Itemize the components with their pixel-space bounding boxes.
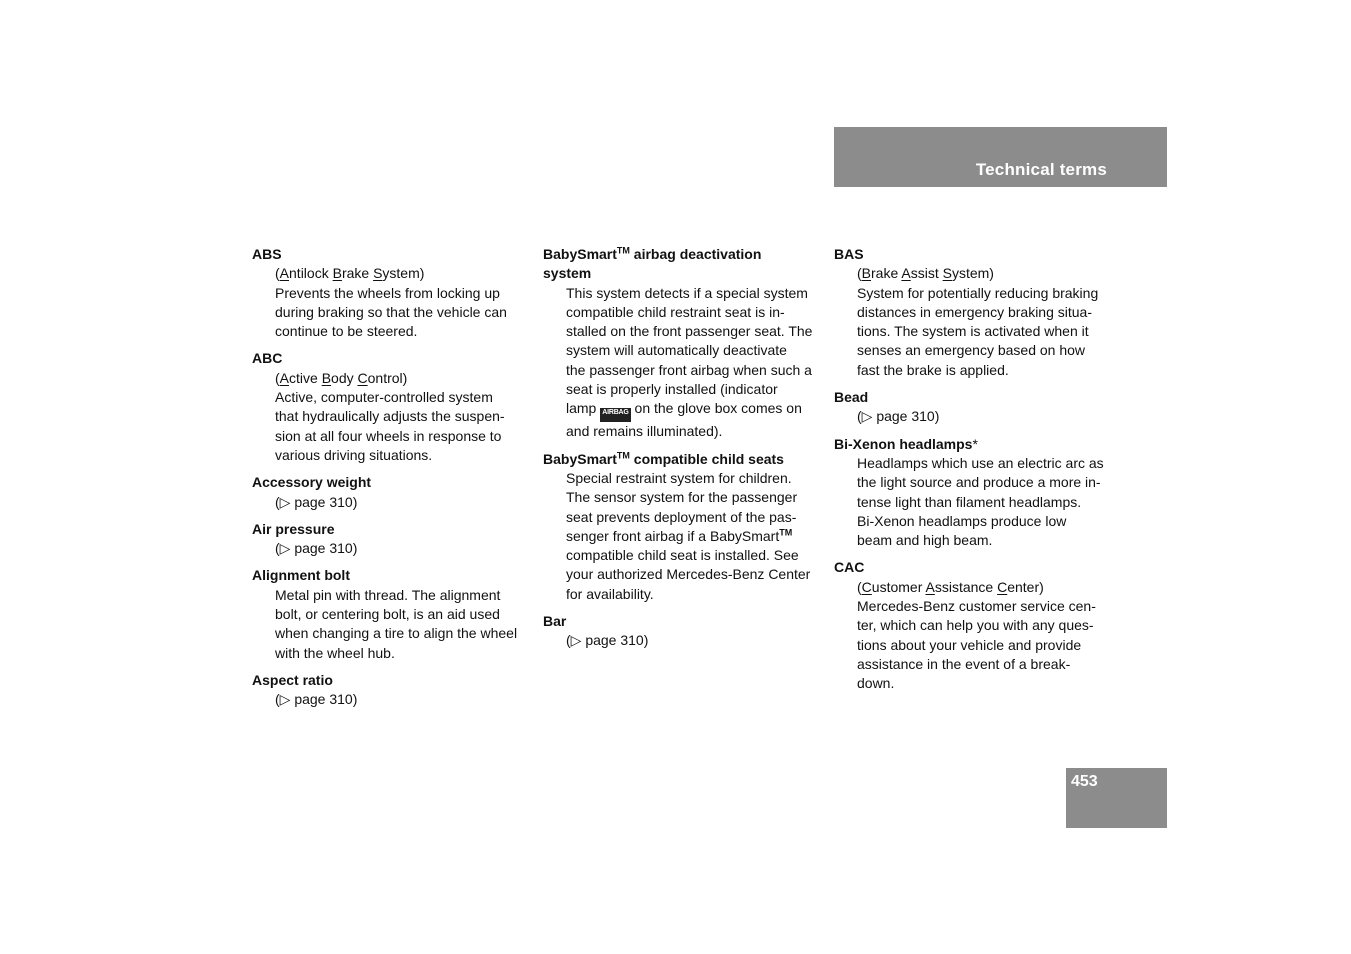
glossary-entry-babysmart-airbag-deactivation [543,245,821,442]
glossary-term: ABC [252,350,283,367]
glossary-definition [834,264,1112,380]
abbreviation-expansion: (Brake Assist System) [857,265,994,282]
definition-line: Active, computer-controlled system [275,389,493,406]
abbreviation-expansion: (Active Body Control) [275,369,408,386]
definition-line: System for potentially reducing braking [857,284,1099,301]
definition-line: seat is properly installed (indicator [566,381,778,398]
glossary-term: Bi-Xenon headlamps* [834,435,978,452]
definition-line: down. [857,675,895,692]
definition-line: tense light than filament headlamps. [857,493,1082,510]
definition-line: system will automatically deactivate [566,342,787,359]
glossary-term: ABS [252,246,282,262]
section-title: Technical terms [975,160,1107,179]
glossary-definition [543,469,821,604]
page-reference: (▷ page 310) [275,540,358,557]
definition-line: continue to be steered. [275,323,418,340]
glossary-entry-bead [834,388,1112,427]
glossary-definition [252,586,530,663]
page-reference: (▷ page 310) [857,408,940,425]
glossary-entry-cac [834,558,1112,693]
glossary-column-3 [834,245,1112,702]
definition-line: compatible child seat is installed. See [566,547,799,564]
glossary-definition [543,284,821,442]
definition-line: when changing a tire to align the wheel [275,625,518,642]
page-reference: (▷ page 310) [275,691,358,708]
definition-line: sion at all four wheels in response to [275,427,502,444]
definition-line: Prevents the wheels from locking up [275,284,500,301]
definition-line: Metal pin with thread. The alignment [275,586,501,603]
glossary-entry-accessory-weight [252,473,530,512]
glossary-term: CAC [834,559,865,576]
abbreviation-expansion: (Customer Assistance Center) [857,578,1044,595]
glossary-term: BabySmart™ compatible child seats [543,450,784,467]
glossary-definition [543,631,821,650]
abbreviation-expansion: (Antilock Brake System) [275,265,425,282]
glossary-term: BAS [834,246,864,262]
definition-line: senses an emergency based on how [857,342,1086,359]
definition-line: bolt, or centering bolt, is an aid used [275,606,500,623]
glossary-definition [252,264,530,341]
definition-line: Mercedes-Benz customer service cen- [857,598,1096,615]
definition-line: that hydraulically adjusts the suspen- [275,408,505,425]
definition-line: lamp AIRBAG on the glove box comes on [566,399,821,422]
glossary-term: Accessory weight [252,474,372,491]
definition-line: senger front airbag if a BabySmart™ [566,527,793,544]
glossary-definition [834,407,1112,426]
page-reference: (▷ page 310) [566,632,649,649]
definition-line: during braking so that the vehicle can [275,303,507,320]
definition-line: Headlamps which use an electric arc as [857,454,1104,471]
definition-line: tions. The system is activated when it [857,323,1089,340]
definition-line: fast the brake is applied. [857,361,1009,378]
definition-line: your authorized Mercedes-Benz Center [566,566,811,583]
glossary-term: Bar [543,613,567,630]
definition-line: various driving situations. [275,446,433,463]
page-reference: (▷ page 310) [275,493,358,510]
definition-line: assistance in the event of a break- [857,655,1071,672]
glossary-term: Air pressure [252,520,335,537]
glossary-entry-bas [834,245,1112,380]
definition-line: with the wheel hub. [275,644,395,661]
definition-line: beam and high beam. [857,532,993,549]
definition-line: compatible child restraint seat is in- [566,303,785,320]
glossary-definition [252,369,530,465]
glossary-column-1 [252,245,530,718]
glossary-term: Aspect ratio [252,671,333,688]
glossary-column-2 [543,245,821,659]
glossary-entry-abc [252,349,530,465]
definition-line: This system detects if a special system [566,284,808,301]
glossary-term: Alignment bolt [252,567,350,584]
definition-line: the passenger front airbag when such a [566,361,812,378]
glossary-entry-bar [543,612,821,651]
glossary-definition [252,493,530,512]
definition-line: Special restraint system for children. [566,469,792,486]
definition-line: and remains illuminated). [566,423,723,440]
definition-line: the light source and produce a more in- [857,474,1101,491]
definition-line: seat prevents deployment of the pas- [566,508,797,525]
glossary-entry-air-pressure [252,520,530,559]
definition-line: tions about your vehicle and provide [857,636,1082,653]
section-header-band [834,127,1167,187]
definition-line: ter, which can help you with any ques- [857,617,1094,634]
glossary-entry-aspect-ratio [252,671,530,710]
glossary-entry-babysmart-child-seats [543,450,821,604]
glossary-term: BabySmart™ airbag deactivation system [543,245,762,282]
glossary-definition [834,578,1112,694]
page-number: 453 [1071,773,1098,790]
definition-line: stalled on the front passenger seat. The [566,323,813,340]
optional-equipment-asterisk: * [972,435,978,452]
definition-line: The sensor system for the passenger [566,489,798,506]
glossary-definition [252,690,530,709]
definition-line: Bi-Xenon headlamps produce low [857,512,1067,529]
airbag-off-indicator-icon: AIRBAG [600,408,630,422]
definition-line: distances in emergency braking situa- [857,303,1093,320]
page-number-box [1066,768,1167,828]
definition-line: for availability. [566,585,654,602]
glossary-definition [252,539,530,558]
glossary-definition [834,454,1112,550]
glossary-entry-abs [252,245,530,341]
glossary-entry-bi-xenon-headlamps [834,435,1112,551]
glossary-term: Bead [834,389,869,406]
glossary-entry-alignment-bolt [252,566,530,662]
